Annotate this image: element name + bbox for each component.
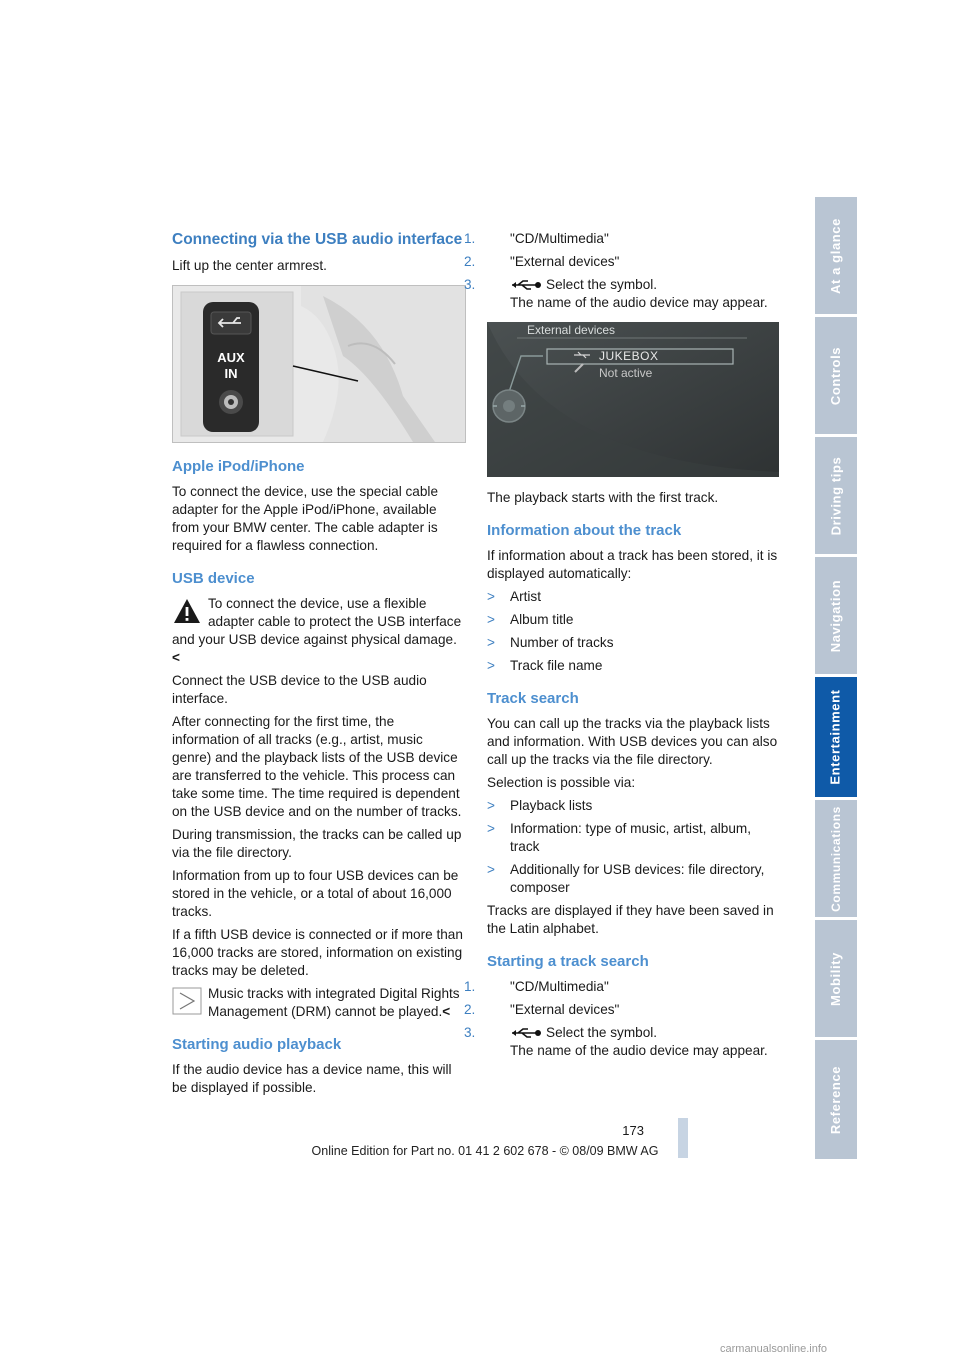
usb-paragraph-4: Information from up to four USB devices can be stored in the vehicle, or a total of about 16,000 tracks. [172, 868, 459, 919]
selection-list [487, 797, 780, 897]
tab-driving-tips[interactable] [815, 437, 857, 554]
bullet-mark: > [487, 798, 495, 813]
warning-icon [172, 597, 202, 625]
end-mark: < [172, 650, 180, 665]
aux-label: AUX [217, 350, 245, 365]
step-item [464, 276, 780, 312]
usb-paragraph-2: After connecting for the first time, the information of all tracks (e.g., artist, music genre) and the playback lists of the USB device are transferred to the vehicle. This process can take some time. The time required is dependent on the USB device and on the number of tracks. [172, 714, 462, 819]
step-subtext: The name of the audio device may appear. [510, 295, 768, 310]
usb-paragraph-1: Connect the USB device to the USB audio interface. [172, 673, 427, 706]
step-subtext: The name of the audio device may appear. [510, 1043, 768, 1058]
step-text: "CD/Multimedia" [510, 231, 609, 246]
list-item [487, 611, 780, 629]
tab-communications[interactable] [815, 800, 857, 917]
step-text: "CD/Multimedia" [510, 979, 609, 994]
end-mark: < [442, 1004, 451, 1019]
usb-paragraph-5: If a fifth USB device is connected or if more than 16,000 tracks are stored, information on existing tracks may be deleted. [172, 927, 463, 978]
chapter-sidebar [815, 197, 857, 1159]
bullet-mark: > [487, 612, 495, 627]
track-info-text: If information about a track has been stored, it is displayed automatically: [487, 548, 778, 581]
subheading-track-search: Track search [487, 690, 579, 707]
tab-mobility[interactable] [815, 920, 857, 1037]
step-text: "External devices" [510, 254, 620, 269]
tab-label: Entertainment [828, 689, 844, 785]
step-item [464, 1001, 780, 1019]
step-item [464, 978, 780, 996]
tab-navigation[interactable] [815, 557, 857, 674]
tab-label: Navigation [828, 579, 843, 652]
page-number: 173 [622, 1123, 644, 1138]
tab-label: Mobility [828, 951, 843, 1006]
right-column [464, 230, 780, 1065]
track-search-text: You can call up the tracks via the playback lists and information. With USB devices you can also call up the tracks via the file directory. [487, 716, 778, 767]
subheading-starting-playback: Starting audio playback [172, 1036, 342, 1053]
step-text: "External devices" [510, 1002, 620, 1017]
tab-label: Communications [829, 805, 843, 912]
tab-controls[interactable] [815, 317, 857, 434]
list-item [487, 797, 780, 815]
step-number: 1. [464, 979, 476, 994]
step-number: 3. [464, 1025, 476, 1040]
list-item-text: Number of tracks [510, 635, 614, 650]
step-item [464, 253, 780, 271]
ipod-text: To connect the device, use the special cable adapter for the Apple iPod/iPhone, available from your BMW center. The cable adapter is required for a flawless connection. [172, 484, 439, 553]
list-item-text: Album title [510, 612, 574, 627]
track-info-list [487, 588, 780, 675]
step-number: 2. [464, 254, 476, 269]
step-number: 1. [464, 231, 476, 246]
screen-title: External devices [527, 323, 616, 337]
bullet-mark: > [487, 635, 495, 650]
playback-start-text: The playback starts with the first track. [487, 490, 719, 505]
footer-edition-text: Online Edition for Part no. 01 41 2 602 678 - © 08/09 BMW AG [311, 1144, 659, 1158]
steps-list-a [464, 230, 780, 312]
usb-aux-photo [172, 285, 466, 443]
list-item [487, 820, 780, 856]
left-column [172, 230, 464, 1102]
subheading-start-track-search: Starting a track search [487, 953, 649, 970]
list-item-text: Information: type of music, artist, album, track [510, 821, 752, 854]
selection-text: Selection is possible via: [487, 775, 636, 790]
starting-playback-text: If the audio device has a device name, this will be displayed if possible. [172, 1062, 452, 1095]
list-item-text: Additionally for USB devices: file directory, composer [510, 862, 765, 895]
list-item [487, 657, 780, 675]
tab-label: Reference [828, 1065, 843, 1134]
bullet-mark: > [487, 862, 495, 877]
tab-entertainment[interactable] [815, 677, 857, 797]
tab-label: Controls [828, 346, 843, 405]
subheading-track-info: Information about the track [487, 522, 682, 539]
step-number: 3. [464, 277, 476, 292]
screen-item-not-active: Not active [599, 366, 653, 380]
tab-at-a-glance[interactable] [815, 197, 857, 314]
bullet-mark: > [487, 589, 495, 604]
section-heading-usb-interface: Connecting via the USB audio interface [172, 231, 463, 248]
tab-label: At a glance [828, 217, 843, 294]
in-label: IN [224, 366, 238, 381]
list-item [487, 634, 780, 652]
list-item-text: Track file name [510, 658, 603, 673]
idrive-screen-image [487, 322, 779, 477]
usb-symbol-icon [510, 279, 542, 291]
bullet-mark: > [487, 658, 495, 673]
step-number: 2. [464, 1002, 476, 1017]
list-item-text: Artist [510, 589, 541, 604]
list-item-text: Playback lists [510, 798, 593, 813]
watermark: carmanualsonline.info [720, 1343, 828, 1355]
drm-note [172, 985, 464, 1021]
usb-warning-text: To connect the device, use a flexible adapter cable to protect the USB interface and your USB device against physical damage. [172, 596, 462, 647]
intro-text: Lift up the center armrest. [172, 258, 327, 273]
usb-symbol-icon [510, 1027, 542, 1039]
subheading-ipod: Apple iPod/iPhone [172, 458, 305, 475]
drm-note-text: Music tracks with integrated Digital Rights Management (DRM) cannot be played. [208, 986, 460, 1019]
screen-item-jukebox: JUKEBOX [599, 349, 659, 363]
step-text: Select the symbol. [546, 1025, 658, 1040]
step-text: Select the symbol. [546, 277, 658, 292]
step-item [464, 230, 780, 248]
list-item [487, 588, 780, 606]
note-icon [172, 987, 202, 1015]
usb-paragraph-3: During transmission, the tracks can be called up via the file directory. [172, 827, 462, 860]
bullet-mark: > [487, 821, 495, 836]
tab-label: Driving tips [828, 456, 843, 535]
latin-text: Tracks are displayed if they have been saved in the Latin alphabet. [487, 903, 774, 936]
step-item [464, 1024, 780, 1060]
list-item [487, 861, 780, 897]
steps-list-b [464, 978, 780, 1060]
screen-illustration [487, 322, 779, 477]
subheading-usb-device: USB device [172, 570, 255, 587]
usb-warning-note [172, 595, 464, 667]
